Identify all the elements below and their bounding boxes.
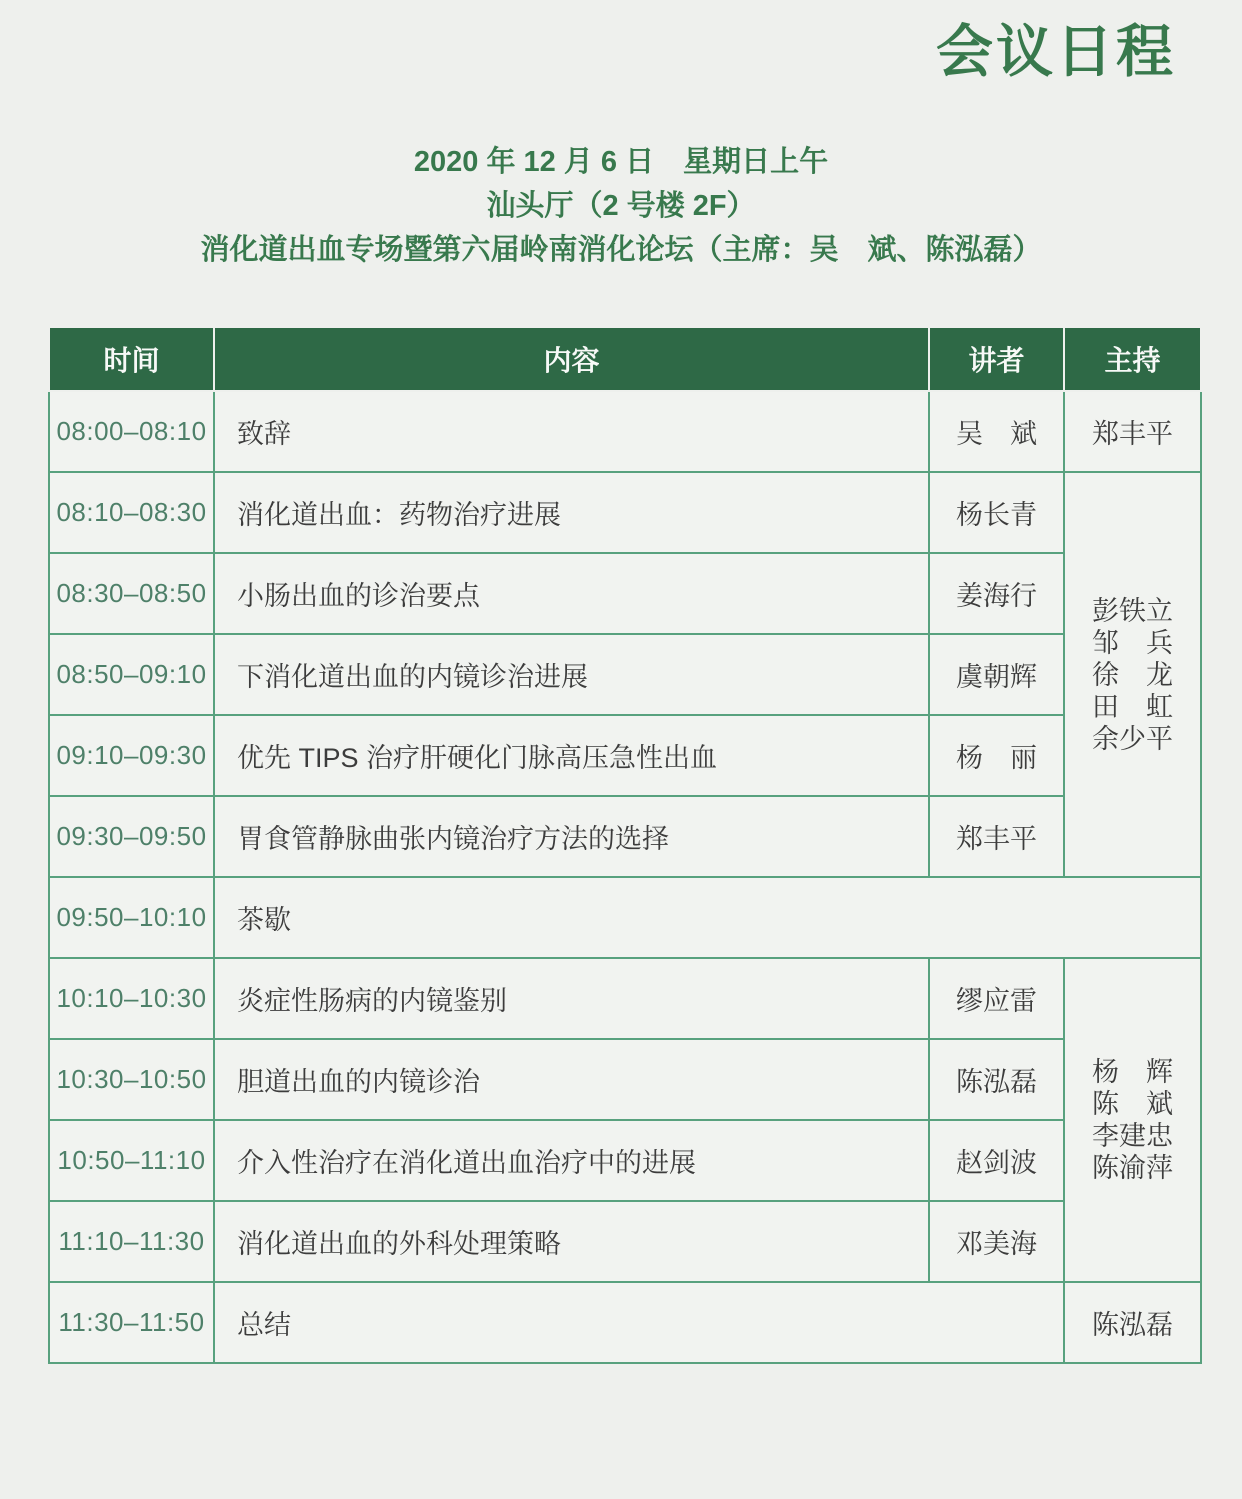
session-date: 2020 年 12 月 6 日 星期日上午 xyxy=(413,146,829,178)
table-row xyxy=(49,1039,1201,1120)
time-cell: 10:10–10:30 xyxy=(49,958,214,1039)
moderator-group-cell xyxy=(1064,958,1201,1282)
content-cell: 总结 xyxy=(214,1282,1064,1363)
page-title: 会议日程 xyxy=(936,20,1176,84)
table-row xyxy=(49,1120,1201,1201)
session-info xyxy=(0,140,1242,272)
table-row xyxy=(49,634,1201,715)
time-cell: 08:00–08:10 xyxy=(49,391,214,472)
content-cell: 致辞 xyxy=(214,391,929,472)
content-cell: 介入性治疗在消化道出血治疗中的进展 xyxy=(214,1120,929,1201)
time-cell: 09:30–09:50 xyxy=(49,796,214,877)
table-header-row xyxy=(49,327,1201,391)
speaker-cell: 虞朝辉 xyxy=(929,634,1064,715)
time-cell: 10:30–10:50 xyxy=(49,1039,214,1120)
table-row xyxy=(49,1201,1201,1282)
moderator-cell: 郑丰平 xyxy=(1064,391,1201,472)
moderator-name: 陈渝萍 xyxy=(1092,1153,1173,1183)
moderator-group-cell xyxy=(1064,472,1201,877)
time-cell: 08:50–09:10 xyxy=(49,634,214,715)
time-cell: 09:50–10:10 xyxy=(49,877,214,958)
content-cell: 胆道出血的内镜诊治 xyxy=(214,1039,929,1120)
moderator-name: 徐 龙 xyxy=(1092,659,1173,690)
moderator-name: 田 虹 xyxy=(1092,691,1173,722)
speaker-cell: 吴 斌 xyxy=(929,391,1064,472)
table-row xyxy=(49,391,1201,472)
speaker-cell: 杨 丽 xyxy=(929,715,1064,796)
time-cell: 11:10–11:30 xyxy=(49,1201,214,1282)
time-cell: 11:30–11:50 xyxy=(49,1282,214,1363)
col-header-speaker: 讲者 xyxy=(929,327,1064,391)
content-cell: 小肠出血的诊治要点 xyxy=(214,553,929,634)
speaker-cell: 陈泓磊 xyxy=(929,1039,1064,1120)
moderator-name: 李建忠 xyxy=(1092,1121,1173,1151)
speaker-cell: 姜海行 xyxy=(929,553,1064,634)
moderator-name: 杨 辉 xyxy=(1092,1057,1173,1087)
col-header-content: 内容 xyxy=(214,327,929,391)
table-row xyxy=(49,715,1201,796)
speaker-cell: 郑丰平 xyxy=(929,796,1064,877)
table-row xyxy=(49,472,1201,553)
session-venue: 汕头厅（2 号楼 2F） xyxy=(486,190,756,222)
moderator-cell: 陈泓磊 xyxy=(1064,1282,1201,1363)
content-cell: 消化道出血的外科处理策略 xyxy=(214,1201,929,1282)
table-row xyxy=(49,958,1201,1039)
content-cell: 下消化道出血的内镜诊治进展 xyxy=(214,634,929,715)
time-cell: 09:10–09:30 xyxy=(49,715,214,796)
col-header-time: 时间 xyxy=(49,327,214,391)
time-cell: 08:10–08:30 xyxy=(49,472,214,553)
content-cell: 消化道出血：药物治疗进展 xyxy=(214,472,929,553)
moderator-name: 彭铁立 xyxy=(1092,595,1173,626)
speaker-cell: 缪应雷 xyxy=(929,958,1064,1039)
time-cell: 08:30–08:50 xyxy=(49,553,214,634)
table-row xyxy=(49,796,1201,877)
speaker-cell: 赵剑波 xyxy=(929,1120,1064,1201)
moderator-name: 陈 斌 xyxy=(1092,1089,1173,1119)
session-forum-title: 消化道出血专场暨第六届岭南消化论坛（主席：吴 斌、陈泓磊） xyxy=(200,234,1042,266)
content-cell: 胃食管静脉曲张内镜治疗方法的选择 xyxy=(214,796,929,877)
table-row xyxy=(49,553,1201,634)
time-cell: 10:50–11:10 xyxy=(49,1120,214,1201)
speaker-cell: 邓美海 xyxy=(929,1201,1064,1282)
table-row-break xyxy=(49,877,1201,958)
moderator-name: 邹 兵 xyxy=(1092,627,1173,658)
content-cell: 茶歇 xyxy=(214,877,1201,958)
schedule-table xyxy=(48,326,1202,1364)
col-header-moderator: 主持 xyxy=(1064,327,1201,391)
moderator-name: 余少平 xyxy=(1092,723,1173,754)
content-cell: 优先 TIPS 治疗肝硬化门脉高压急性出血 xyxy=(214,715,929,796)
content-cell: 炎症性肠病的内镜鉴别 xyxy=(214,958,929,1039)
table-row-summary xyxy=(49,1282,1201,1363)
speaker-cell: 杨长青 xyxy=(929,472,1064,553)
